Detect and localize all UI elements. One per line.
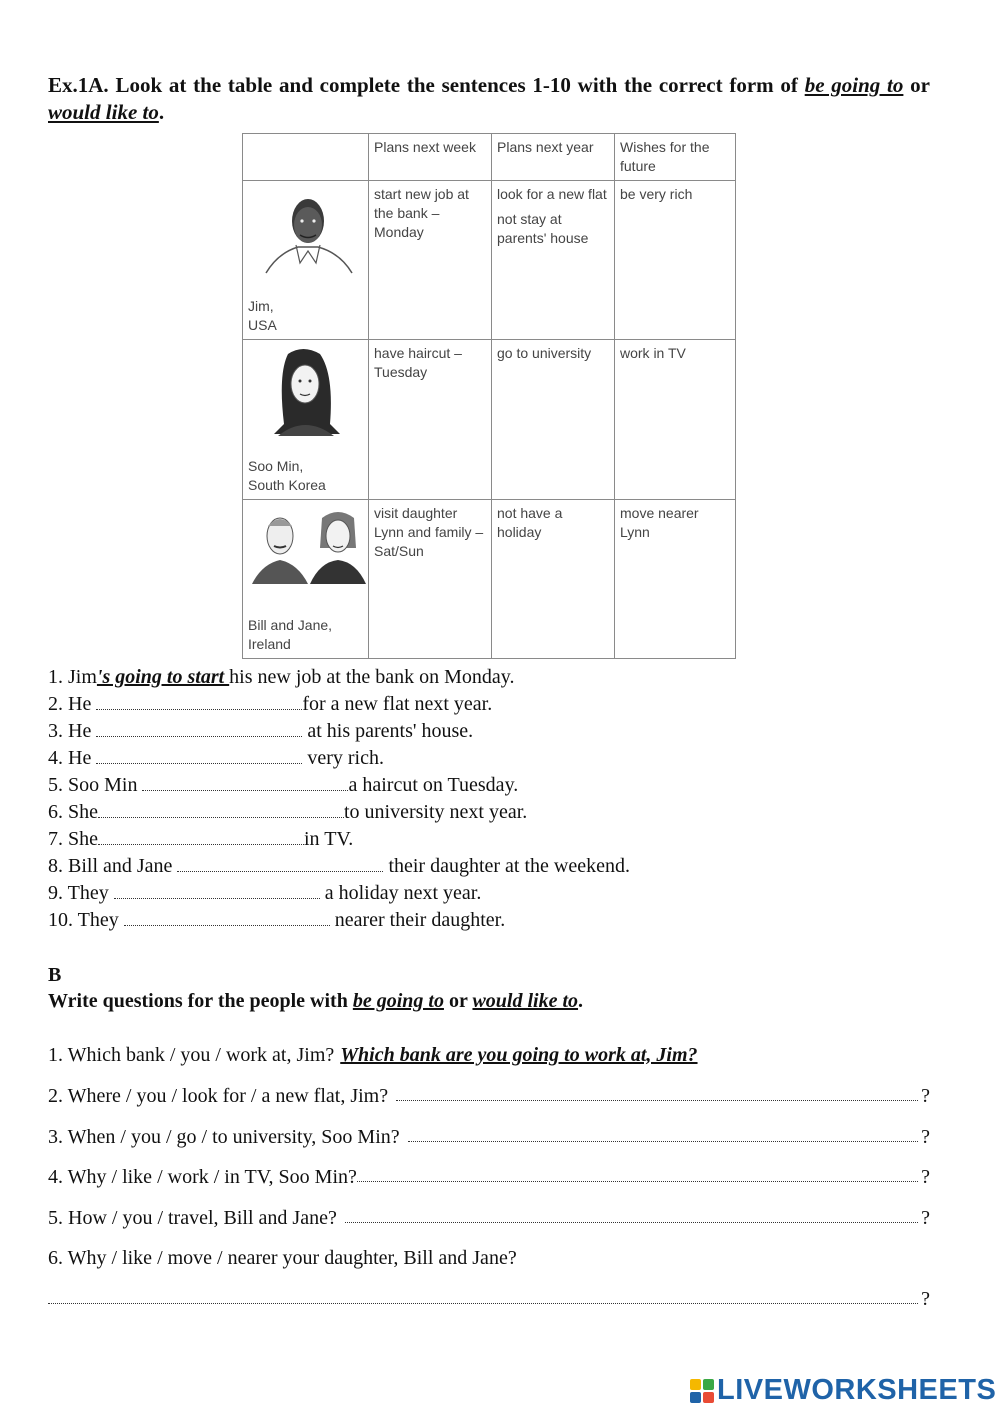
answer-blank-10[interactable]: [124, 909, 330, 926]
exercise-b-instruction: Write questions for the people with be going to or would like to.: [48, 990, 584, 1012]
title-period: .: [158, 100, 165, 124]
sentence-2: 2. He for a new flat next year.: [48, 693, 493, 715]
sentence-6: 6. She to university next year.: [48, 801, 528, 823]
header-plans-next-week: Plans next week: [369, 134, 492, 181]
header-empty-cell: [243, 134, 369, 181]
person-name-soo-min: Soo Min, South Korea: [248, 458, 326, 493]
bill-jane-wish-cell: move nearer Lynn: [615, 500, 736, 659]
jim-year-plan-2: not stay at parents' house: [497, 211, 589, 246]
soo-min-wish-cell: work in TV: [615, 340, 736, 500]
sentence-3: 3. He at his parents' house.: [48, 720, 474, 742]
exercise-b-letter: B: [48, 964, 62, 986]
liveworksheets-logo: [690, 1374, 996, 1407]
title-or: or: [903, 73, 930, 97]
header-plans-next-year: Plans next year: [492, 134, 615, 181]
bill-and-jane-portrait-icon: [248, 504, 368, 586]
sentence-10: 10. They nearer their daughter.: [48, 909, 506, 931]
person-cell-bill-jane: [243, 500, 369, 659]
answer-blank-2[interactable]: [96, 693, 302, 710]
sentence-1-answer: 's going to start: [96, 666, 230, 688]
jim-year-cell: [492, 181, 615, 340]
person-name-jim: Jim, USA: [248, 298, 277, 333]
bill-jane-year-cell: not have a holiday: [492, 500, 615, 659]
sentence-1: 1. Jim's going to start his new job at the bank on Monday.: [48, 666, 515, 688]
answer-blank-7[interactable]: [98, 828, 304, 845]
question-6-answer-line: ?: [48, 1287, 930, 1311]
sentence-7: 7. She in TV.: [48, 828, 354, 850]
soo-min-year-cell: go to university: [492, 340, 615, 500]
person-name-bill-jane: Bill and Jane, Ireland: [248, 617, 333, 652]
question-4: 4. Why / like / work / in TV, Soo Min? ?: [48, 1166, 930, 1188]
sentence-4: 4. He very rich.: [48, 747, 384, 769]
bill-jane-week-cell: visit daughter Lynn and family – Sat/Sun: [369, 500, 492, 659]
answer-blank-5[interactable]: [142, 774, 348, 791]
person-cell-soo-min: [243, 340, 369, 500]
question-6: 6. Why / like / move / nearer your daughter, Bill and Jane?: [48, 1247, 517, 1269]
question-3: 3. When / you / go / to university, Soo Min? ?: [48, 1126, 930, 1148]
table-row: [243, 500, 736, 659]
answer-blank-9[interactable]: [114, 882, 320, 899]
answer-blank-8[interactable]: [177, 855, 383, 872]
jim-portrait-icon: [248, 185, 358, 285]
jim-year-plan-1: look for a new flat: [497, 186, 607, 202]
table-row: [243, 340, 736, 500]
header-wishes: Wishes for the future: [615, 134, 736, 181]
soo-min-portrait-icon: [248, 344, 358, 444]
soo-min-week-cell: have haircut – Tuesday: [369, 340, 492, 500]
logo-text: LIVEWORKSHEETS: [717, 1374, 997, 1406]
question-blank-4[interactable]: [357, 1165, 918, 1182]
title-text: Ex.1A. Look at the table and complete the sentences 1-10 with the correct form of: [48, 73, 805, 97]
sentence-9: 9. They a holiday next year.: [48, 882, 482, 904]
question-1: 1. Which bank / you / work at, Jim? Which bank are you going to work at, Jim?: [48, 1044, 698, 1066]
title-term-would-like-to: would like to: [48, 100, 159, 124]
question-1-answer: Which bank are you going to work at, Jim?: [340, 1044, 698, 1066]
plans-table: [242, 133, 736, 659]
table-row: [243, 181, 736, 340]
jim-week-cell: start new job at the bank – Monday: [369, 181, 492, 340]
answer-blank-6[interactable]: [98, 801, 344, 818]
sentence-8: 8. Bill and Jane their daughter at the weekend.: [48, 855, 630, 877]
answer-blank-4[interactable]: [96, 747, 302, 764]
person-cell-jim: [243, 181, 369, 340]
question-5: 5. How / you / travel, Bill and Jane? ?: [48, 1207, 930, 1229]
exercise-a-title: [48, 72, 930, 126]
jim-wish-cell: be very rich: [615, 181, 736, 340]
question-blank-5[interactable]: [345, 1206, 918, 1223]
question-2: 2. Where / you / look for / a new flat, Jim? ?: [48, 1085, 930, 1107]
table-header-row: [243, 134, 736, 181]
title-term-be-going-to: be going to: [804, 73, 904, 97]
liveworksheets-logo-icon: [690, 1379, 714, 1403]
question-blank-6[interactable]: [48, 1287, 918, 1304]
question-blank-3[interactable]: [408, 1125, 918, 1142]
sentence-5: 5. Soo Min a haircut on Tuesday.: [48, 774, 519, 796]
question-blank-2[interactable]: [396, 1084, 918, 1101]
answer-blank-3[interactable]: [96, 720, 302, 737]
